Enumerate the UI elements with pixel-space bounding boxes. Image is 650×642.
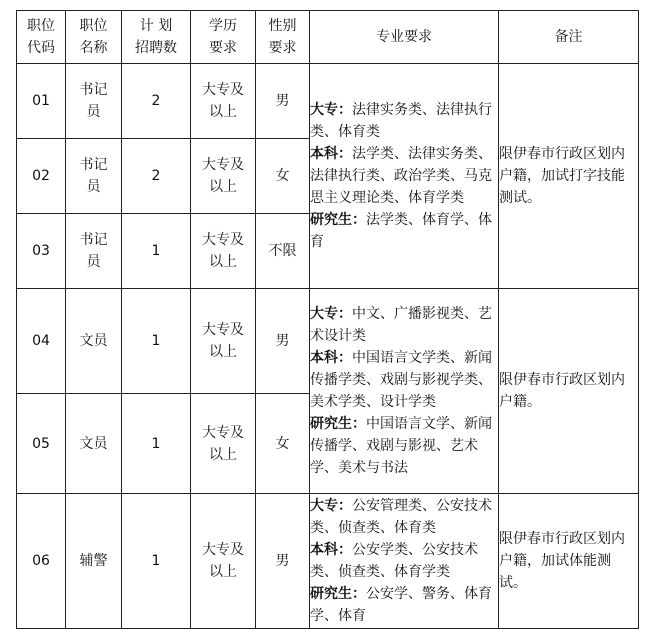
header-gender: 性别 要求: [256, 11, 310, 64]
header-remark: 备注: [499, 11, 639, 64]
major-line: 研究生：中国语言文学、新闻传播学、戏剧与影视、艺术学、美术与书法: [310, 416, 492, 476]
cell-code: 02: [17, 139, 66, 214]
cell-name: 书记员: [66, 214, 122, 289]
cell-name: 辅警: [66, 494, 122, 629]
cell-code: 03: [17, 214, 66, 289]
cell-gender: 男: [256, 64, 310, 139]
cell-count: 1: [122, 214, 191, 289]
remark-cell: 限伊春市行政区划内户籍。: [499, 289, 639, 494]
header-count: 计 划 招聘数: [122, 11, 191, 64]
recruitment-table: [16, 10, 639, 629]
cell-count: 2: [122, 64, 191, 139]
major-line: 大专：法律实务类、法律执行类、体育类: [310, 102, 492, 140]
cell-count: 1: [122, 289, 191, 394]
cell-name: 书记员: [66, 139, 122, 214]
cell-name: 书记员: [66, 64, 122, 139]
major-line: 本科：公安学类、公安技术类、侦查类、体育学类: [310, 542, 478, 580]
cell-code: 04: [17, 289, 66, 394]
major-line: 大专：中文、广播影视类、艺术设计类: [310, 306, 492, 344]
cell-count: 2: [122, 139, 191, 214]
major-requirements: [310, 64, 499, 289]
cell-code: 01: [17, 64, 66, 139]
major-line: 本科：法学类、法律实务类、法律执行类、政治学类、马克思主义理论类、体育学类: [310, 146, 492, 206]
major-line: 研究生：法学类、体育学、体育: [310, 212, 492, 250]
header-education: 学历 要求: [191, 11, 256, 64]
table-row: [17, 494, 639, 629]
major-line: 大专：公安管理类、公安技术类、侦查类、体育类: [310, 498, 492, 536]
remark-cell: 限伊春市行政区划内户籍，加试打字技能测试。: [499, 64, 639, 289]
header-code: 职位 代码: [17, 11, 66, 64]
cell-education: 大专及以上: [191, 494, 256, 629]
cell-code: 05: [17, 394, 66, 494]
cell-count: 1: [122, 494, 191, 629]
cell-education: 大专及以上: [191, 139, 256, 214]
major-requirements: [310, 289, 499, 494]
table-row: [17, 64, 639, 139]
cell-education: 大专及以上: [191, 64, 256, 139]
cell-gender: 男: [256, 494, 310, 629]
remark-cell: 限伊春市行政区划内户籍，加试体能测试。: [499, 494, 639, 629]
major-line: 本科：中国语言文学类、新闻传播学类、戏剧与影视学类、美术学类、设计学类: [310, 350, 492, 410]
cell-code: 06: [17, 494, 66, 629]
cell-gender: 男: [256, 289, 310, 394]
cell-gender: 女: [256, 394, 310, 494]
cell-gender: 女: [256, 139, 310, 214]
major-requirements: [310, 494, 499, 629]
cell-name: 文员: [66, 394, 122, 494]
major-line: 研究生：公安学、警务、体育学、体育: [310, 586, 492, 624]
header-major: 专业要求: [310, 11, 499, 64]
cell-education: 大专及以上: [191, 394, 256, 494]
cell-gender: 不限: [256, 214, 310, 289]
cell-count: 1: [122, 394, 191, 494]
table-row: [17, 289, 639, 394]
cell-education: 大专及以上: [191, 289, 256, 394]
header-row: [17, 11, 639, 64]
cell-name: 文员: [66, 289, 122, 394]
cell-education: 大专及以上: [191, 214, 256, 289]
header-name: 职位 名称: [66, 11, 122, 64]
